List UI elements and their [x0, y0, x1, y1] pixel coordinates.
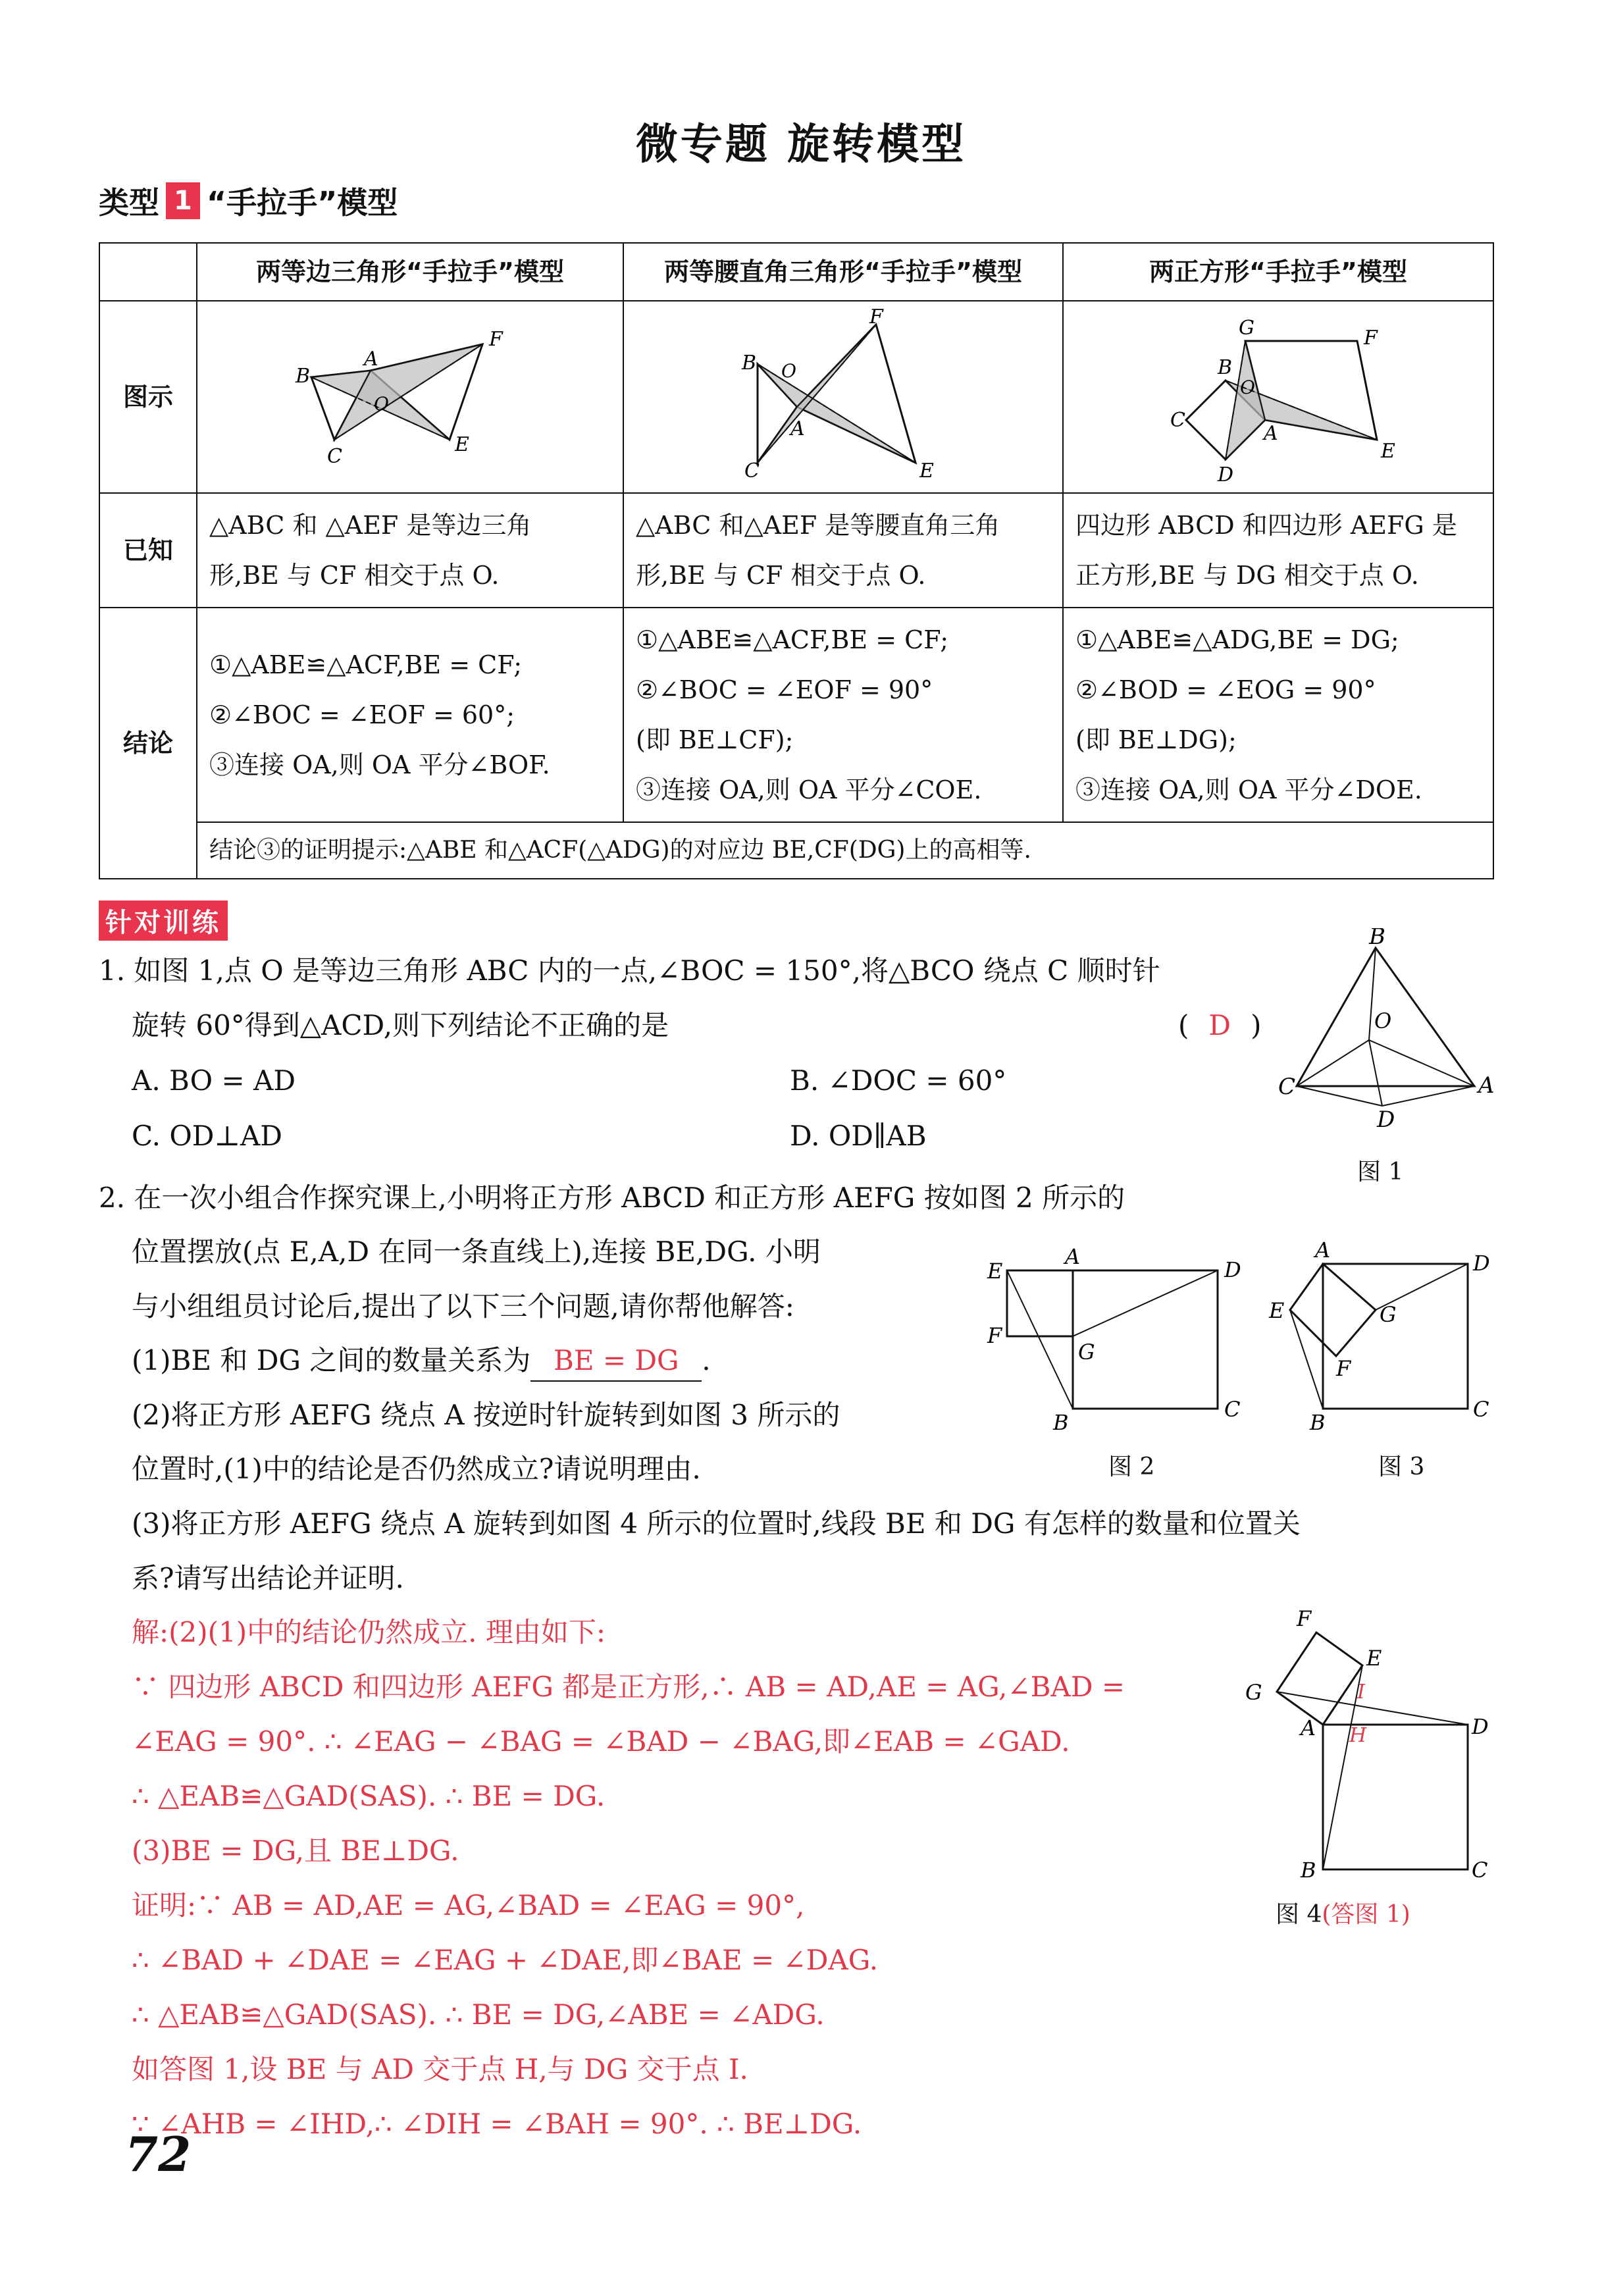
q2-part3-line1: (3)将正方形 AEFG 绕点 A 旋转到如图 4 所示的位置时,线段 BE 和 DG 有怎样的数量和位置关 [132, 1507, 1301, 1540]
svg-text:C: C [1224, 1397, 1241, 1422]
svg-text:C: C [1170, 409, 1185, 432]
svg-text:G: G [1245, 1680, 1262, 1705]
svg-text:F: F [1297, 1606, 1312, 1631]
figure-4 [1244, 1606, 1507, 1883]
solution-line: ∠EAG = 90°. ∴ ∠EAG − ∠BAG = ∠BAD − ∠BAG,即∠EAB = ∠GAD. [132, 1725, 1070, 1758]
q2-part3-line2: 系?请写出结论并证明. [132, 1562, 404, 1594]
q1-option-d: D. OD∥AB [790, 1120, 927, 1152]
figure-1 [1277, 928, 1501, 1145]
figure-isosceles-right [623, 301, 1063, 493]
svg-text:B: B [742, 352, 757, 375]
svg-text:B: B [1053, 1410, 1069, 1435]
svg-text:G: G [1078, 1340, 1095, 1365]
svg-text:D: D [1377, 1107, 1395, 1133]
svg-text:D: D [1218, 463, 1234, 486]
column-header: 两等腰直角三角形“手拉手”模型 [623, 243, 1063, 301]
q2-part2-line1: (2)将正方形 AEFG 绕点 A 按逆时针旋转到如图 3 所示的 [132, 1399, 840, 1431]
diagram-squares [1127, 305, 1430, 489]
figure-1-caption: 图 1 [1357, 1159, 1404, 1186]
column-header: 两正方形“手拉手”模型 [1063, 243, 1493, 301]
proof-hint: 结论③的证明提示:△ABE 和△ACF(△ADG)的对应边 BE,CF(DG)上的高相等. [197, 822, 1493, 879]
figure-3-caption: 图 3 [1378, 1453, 1425, 1480]
svg-text:O: O [781, 360, 796, 382]
model-table [99, 242, 1494, 879]
given-cell: △ABC 和△AEF 是等腰直角三角 形,BE 与 CF 相交于点 O. [623, 493, 1063, 608]
type-prefix: 类型 [99, 185, 159, 221]
page-number: 72 [125, 2126, 192, 2182]
svg-text:A: A [1478, 1072, 1495, 1099]
q1-option-a: A. BO = AD [132, 1064, 296, 1097]
svg-text:C: C [744, 459, 760, 483]
q1-line1: 1. 如图 1,点 O 是等边三角形 ABC 内的一点,∠BOC = 150°,将△BCO 绕点 C 顺时针 [99, 954, 1160, 987]
conclusion-cell: ①△ABE≌△ACF,BE = CF; ②∠BOC = ∠EOF = 90° (即 BE⊥CF); ③连接 OA,则 OA 平分∠COE. [623, 608, 1063, 822]
solution-line: (3)BE = DG,且 BE⊥DG. [132, 1835, 459, 1867]
q1-line2: 旋转 60°得到△ACD,则下列结论不正确的是 [132, 1009, 669, 1041]
svg-text:I: I [1357, 1681, 1365, 1704]
svg-text:O: O [1374, 1008, 1392, 1033]
svg-text:B: B [1369, 928, 1385, 950]
svg-text:O: O [1240, 377, 1255, 398]
svg-text:B: B [1301, 1858, 1316, 1883]
svg-text:C: C [327, 445, 342, 468]
solution-line: ∵ ∠AHB = ∠IHD,∴ ∠DIH = ∠BAH = 90°. ∴ BE⊥DG. [132, 2108, 862, 2140]
svg-text:F: F [987, 1323, 1002, 1348]
q1-option-b: B. ∠DOC = 60° [790, 1064, 1007, 1097]
figure-2 [981, 1244, 1257, 1435]
svg-text:A: A [1264, 422, 1278, 445]
q1-answer-bracket: ( D ) [1178, 1009, 1262, 1041]
type-name: “手拉手”模型 [206, 185, 398, 221]
section-badge: 针对训练 [99, 900, 228, 941]
given-cell: 四边形 ABCD 和四边形 AEFG 是 正方形,BE 与 DG 相交于点 O. [1063, 493, 1493, 608]
column-header: 两等边三角形“手拉手”模型 [197, 243, 623, 301]
q2-part2-line2: 位置时,(1)中的结论是否仍然成立?请说明理由. [132, 1453, 701, 1485]
q2-line3: 与小组组员讨论后,提出了以下三个问题,请你帮他解答: [132, 1290, 794, 1322]
svg-text:E: E [455, 433, 469, 456]
svg-text:F: F [489, 328, 503, 351]
svg-text:A: A [1065, 1244, 1081, 1269]
svg-text:G: G [1380, 1302, 1397, 1327]
svg-text:D: D [1473, 1251, 1490, 1276]
type-header [99, 179, 398, 222]
diagram-isosceles-right [705, 305, 981, 489]
svg-text:E: E [987, 1259, 1003, 1284]
figure-equilateral [197, 301, 623, 493]
figure-2-caption: 图 2 [1108, 1453, 1155, 1480]
svg-text:E: E [1366, 1646, 1382, 1671]
row-label-given: 已知 [99, 493, 197, 608]
svg-text:E: E [1381, 440, 1395, 463]
solution-line: ∴ △EAB≌△GAD(SAS). ∴ BE = DG. [132, 1780, 606, 1812]
row-label-conclusion: 结论 [99, 608, 197, 879]
svg-text:F: F [1336, 1356, 1351, 1381]
conclusion-cell: ①△ABE≌△ACF,BE = CF; ②∠BOC = ∠EOF = 60°; ③连接 OA,则 OA 平分∠BOF. [197, 608, 623, 822]
corner-cell [99, 243, 197, 301]
svg-text:B: B [296, 365, 311, 388]
svg-text:H: H [1349, 1724, 1367, 1747]
svg-text:D: D [1472, 1714, 1489, 1739]
svg-text:E: E [1269, 1298, 1285, 1323]
svg-text:D: D [1224, 1257, 1241, 1282]
figure-3 [1264, 1238, 1507, 1435]
svg-text:C: C [1473, 1397, 1489, 1422]
solution-line: 证明:∵ AB = AD,AE = AG,∠BAD = ∠EAG = 90°, [132, 1889, 805, 1921]
figure-squares [1063, 301, 1493, 493]
figure-4-caption: 图 4(答图 1) [1276, 1901, 1410, 1928]
given-cell: △ABC 和 △AEF 是等边三角 形,BE 与 CF 相交于点 O. [197, 493, 623, 608]
svg-text:A: A [364, 348, 378, 371]
solution-line: ∵ 四边形 ABCD 和四边形 AEFG 都是正方形,∴ AB = AD,AE = AG,∠BAD = [132, 1671, 1125, 1703]
q1-answer: D [1208, 1009, 1231, 1041]
row-label-figure: 图示 [99, 301, 197, 493]
q1-option-c: C. OD⊥AD [132, 1120, 282, 1152]
svg-text:B: B [1218, 356, 1233, 379]
diagram-equilateral [272, 305, 548, 489]
svg-text:C: C [1472, 1858, 1488, 1883]
q2-part1: (1)BE 和 DG 之间的数量关系为 BE = DG . [132, 1341, 711, 1382]
svg-text:C: C [1278, 1074, 1296, 1100]
svg-text:F: F [1364, 326, 1378, 350]
svg-text:O: O [374, 393, 389, 415]
svg-text:A: A [790, 417, 805, 440]
svg-text:G: G [1239, 317, 1254, 340]
solution-line: ∴ ∠BAD + ∠DAE = ∠EAG + ∠DAE,即∠BAE = ∠DAG. [132, 1944, 879, 1976]
svg-text:E: E [919, 459, 934, 483]
svg-text:F: F [869, 305, 883, 328]
solution-line: 解:(2)(1)中的结论仍然成立. 理由如下: [132, 1616, 606, 1648]
page-title: 微专题 旋转模型 [635, 120, 967, 169]
figure-4-answer-tag: (答图 1) [1322, 1901, 1410, 1928]
svg-text:B: B [1310, 1410, 1326, 1435]
solution-line: 如答图 1,设 BE 与 AD 交于点 H,与 DG 交于点 I. [132, 2053, 748, 2085]
q2-part1-answer: BE = DG [530, 1341, 702, 1382]
svg-text:A: A [1301, 1715, 1316, 1740]
svg-text:A: A [1315, 1238, 1331, 1263]
q2-line2: 位置摆放(点 E,A,D 在同一条直线上),连接 BE,DG. 小明 [132, 1236, 821, 1268]
type-number-badge: 1 [166, 182, 200, 219]
q2-line1: 2. 在一次小组合作探究课上,小明将正方形 ABCD 和正方形 AEFG 按如图 2 所示的 [99, 1182, 1125, 1214]
solution-line: ∴ △EAB≌△GAD(SAS). ∴ BE = DG,∠ABE = ∠ADG. [132, 1998, 825, 2031]
conclusion-cell: ①△ABE≌△ADG,BE = DG; ②∠BOD = ∠EOG = 90° (即 BE⊥DG); ③连接 OA,则 OA 平分∠DOE. [1063, 608, 1493, 822]
